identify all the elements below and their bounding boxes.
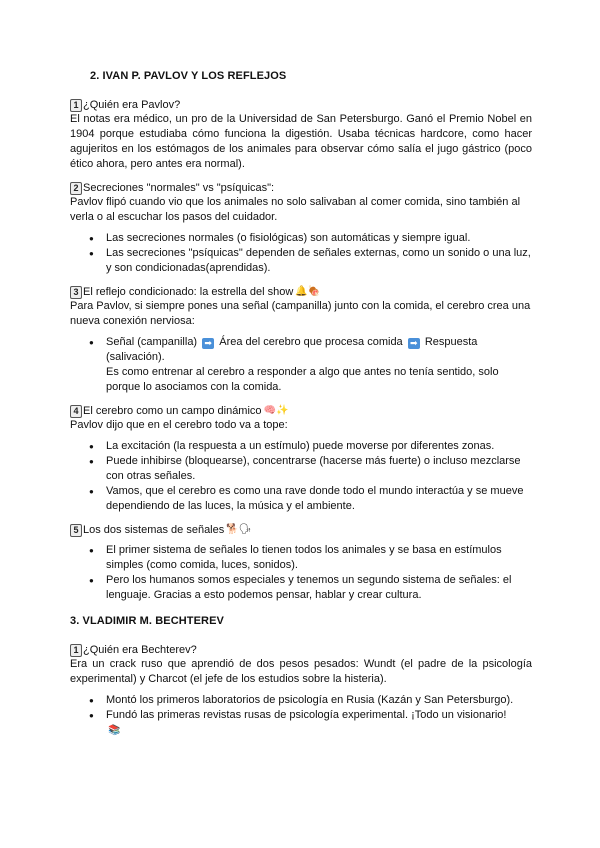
list-item: ● Las secreciones normales (o fisiológicas) son automáticas y siempre igual. [106, 231, 532, 246]
list-item-note: Es como entrenar al cerebro a responder a algo que antes no tenía sentido, solo porque lo asociamos con la comida. [106, 366, 499, 393]
keycap-number-icon: 1 [70, 644, 82, 657]
list-item: ● La excitación (la respuesta a un estímulo) puede moverse por diferentes zonas. [106, 439, 532, 454]
keycap-number-icon: 3 [70, 286, 82, 299]
keycap-number-icon: 1 [70, 99, 82, 112]
bullet-list [70, 693, 532, 738]
pavlov-who [70, 98, 532, 172]
paragraph: Pavlov flipó cuando vio que los animales no solo salivaban al comer comida, sino también al verla o al escuchar los pasos del cuidador. [70, 196, 521, 223]
subsection-title [70, 285, 532, 299]
paragraph: Pavlov dijo que en el cerebro todo va a tope: [70, 419, 288, 431]
chain-step: Respuesta (salivación). [106, 336, 478, 363]
list-item: ● Las secreciones "psíquicas" dependen de señales externas, como un sonido o una luz, y son condicionadas(aprendidas). [106, 246, 532, 276]
keycap-number-icon: 4 [70, 405, 82, 418]
subsection-title [70, 181, 532, 195]
bullet-list [70, 231, 532, 276]
list-item: ● Vamos, que el cerebro es como una rave donde todo el mundo interactúa y se mueve dependiendo de las luces, la música y el ambiente. [106, 484, 532, 514]
chain-step: Señal (campanilla) [106, 336, 198, 348]
subsection-title [70, 523, 532, 537]
brain-sparkles-emoji-icon: 🧠✨ [263, 405, 289, 416]
chain-step: Área del cerebro que procesa comida [219, 336, 403, 348]
pavlov-signal-systems [70, 523, 532, 603]
paragraph: Para Pavlov, si siempre pones una señal (campanilla) junto con la comida, el cerebro crea una nueva conexión nerviosa: [70, 300, 531, 327]
bell-meat-emoji-icon: 🔔🍖 [295, 286, 321, 297]
subsection-title-text: ¿Quién era Bechterev? [83, 644, 197, 656]
section-heading-pavlov: 2. IVAN P. PAVLOV Y LOS REFLEJOS [90, 70, 287, 82]
bullet-list [70, 543, 532, 603]
right-arrow-icon: ➡ [202, 338, 214, 349]
list-item [106, 335, 532, 395]
subsection-title-text: El reflejo condicionado: la estrella del show [83, 286, 294, 298]
subsection-title-text: ¿Quién era Pavlov? [83, 99, 181, 111]
bechterev-who [70, 643, 532, 738]
bullet-list [70, 335, 532, 395]
dog-speaking-emoji-icon: 🐕🗣 [226, 524, 252, 535]
subsection-title-text: Los dos sistemas de señales [83, 524, 225, 536]
list-item: ● Pero los humanos somos especiales y tenemos un segundo sistema de señales: el lenguaje. Gracias a esto podemos pensar, hablar y crear cultura. [106, 573, 532, 603]
paragraph: El notas era médico, un pro de la Universidad de San Petersburgo. Ganó el Premio Nobel en 1904 porque estudiaba cómo funciona la digestión. Usaba técnicas hardcore, como hacer agujeritos en los estómagos de los animales para observar cómo salía el jugo gástrico (poco ético ahora, pero antes era normal). [70, 113, 532, 170]
list-item: ● Puede inhibirse (bloquearse), concentrarse (hacerse más fuerte) o incluso mezclarse con otras señales. [106, 454, 532, 484]
keycap-number-icon: 2 [70, 182, 82, 195]
pavlov-dynamic-brain [70, 404, 532, 514]
document-page [70, 68, 532, 747]
list-item-text: Fundó las primeras revistas rusas de psicología experimental. ¡Todo un visionario! [106, 709, 507, 721]
subsection-title-text: El cerebro como un campo dinámico [83, 405, 262, 417]
section-heading-bechterev: 3. VLADIMIR M. BECHTEREV [70, 615, 224, 627]
list-item: ● Montó los primeros laboratorios de psicología en Rusia (Kazán y San Petersburgo). [106, 693, 532, 708]
books-emoji-icon: 📚 [108, 725, 121, 736]
list-item: ● El primer sistema de señales lo tienen todos los animales y se basa en estímulos simples (como comida, luces, sonidos). [106, 543, 532, 573]
keycap-number-icon: 5 [70, 524, 82, 537]
subsection-title [70, 643, 532, 657]
subsection-title [70, 404, 532, 418]
pavlov-secretions [70, 181, 532, 276]
list-item [106, 708, 532, 738]
subsection-title [70, 98, 532, 112]
right-arrow-icon: ➡ [408, 338, 420, 349]
subsection-title-text: Secreciones "normales" vs "psíquicas": [83, 182, 275, 194]
paragraph: Era un crack ruso que aprendió de dos pesos pesados: Wundt (el padre de la psicología experimental) y Charcot (el jefe de los estudios sobre la histeria). [70, 658, 532, 685]
pavlov-conditioned-reflex [70, 285, 532, 395]
bullet-list [70, 439, 532, 514]
